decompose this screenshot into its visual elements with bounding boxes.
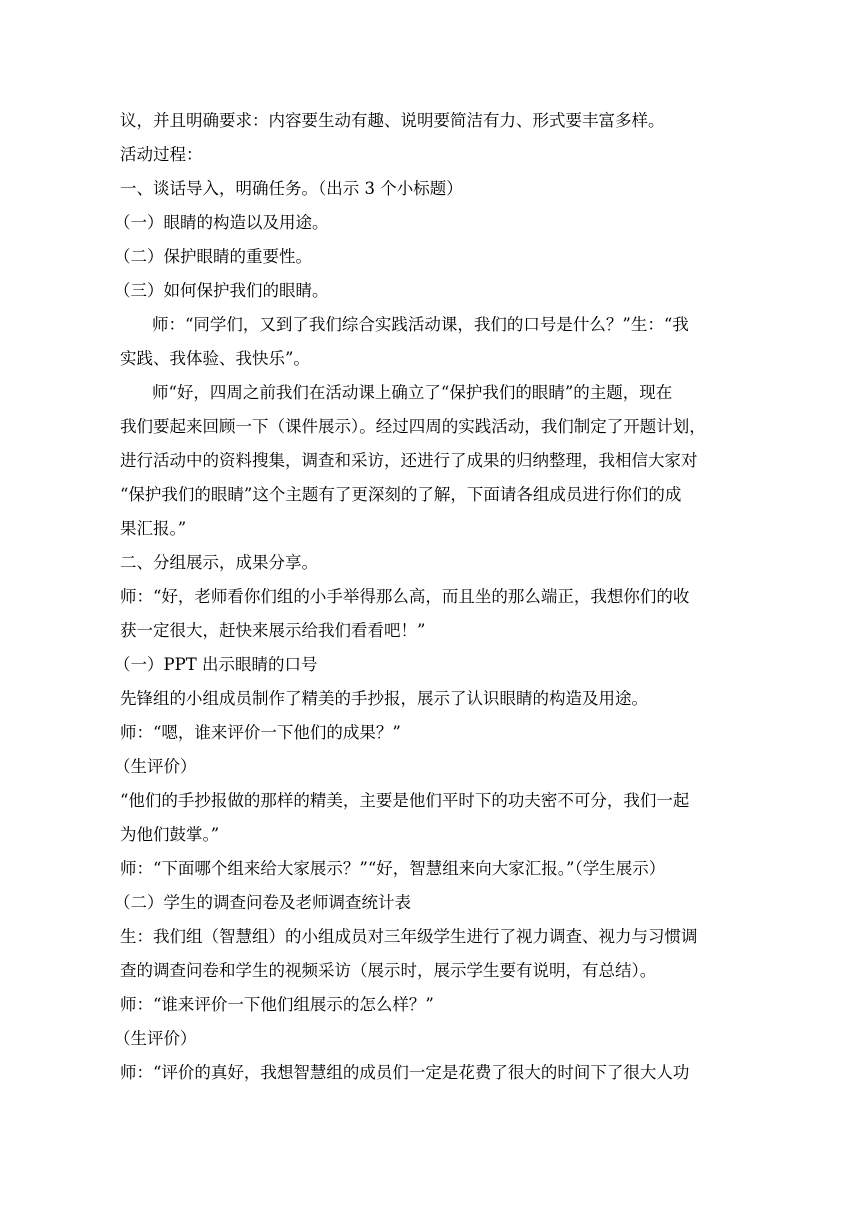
paragraph-line: “他们的手抄报做的那样的精美，主要是他们平时下的功夫密不可分，我们一起 xyxy=(120,791,690,810)
paragraph-line: （生评价） xyxy=(114,757,197,776)
paragraph-line: 议，并且明确要求：内容要生动有趣、说明要简洁有力、形式要丰富多样。 xyxy=(120,111,665,130)
subheading-item: （二）学生的调查问卷及老师调查统计表 xyxy=(114,893,411,912)
paragraph-line: 师：“下面哪个组来给大家展示？”“好，智慧组来向大家汇报。”（学生展示） xyxy=(120,859,666,878)
paragraph-line: 师：“谁来评价一下他们组展示的怎么样？” xyxy=(120,995,434,1014)
paragraph-line: 生：我们组（智慧组）的小组成员对三年级学生进行了视力调查、视力与习惯调 xyxy=(120,927,698,946)
paragraph-line: 先锋组的小组成员制作了精美的手抄报，展示了认识眼睛的构造及用途。 xyxy=(120,689,648,708)
section-heading-part-one: 一、谈话导入，明确任务。（出示 3 个小标题） xyxy=(120,179,463,198)
paragraph-line: 师：“好，老师看你们组的小手举得那么高，而且坐的那么端正，我想你们的收 xyxy=(120,587,690,606)
paragraph-line: 我们要起来回顾一下（课件展示）。经过四周的实践活动，我们制定了开题计划， xyxy=(120,417,706,436)
paragraph-line: 进行活动中的资料搜集，调查和采访，还进行了成果的归纳整理，我相信大家对 xyxy=(120,451,698,470)
paragraph-line: 获一定很大，赶快来展示给我们看看吧！” xyxy=(120,621,426,640)
paragraph-line: 实践、我体验、我快乐”。 xyxy=(120,349,310,368)
document-body xyxy=(114,104,740,1090)
subheading-item: （一）眼睛的构造以及用途。 xyxy=(114,213,329,232)
paragraph-line: 查的调查问卷和学生的视频采访（展示时，展示学生要有说明，有总结）。 xyxy=(120,961,657,980)
paragraph-line: 果汇报。” xyxy=(120,519,187,538)
paragraph-line: （生评价） xyxy=(114,1029,197,1048)
subheading-item: （二）保护眼睛的重要性。 xyxy=(114,247,312,266)
paragraph-line: 师：“同学们，又到了我们综合实践活动课，我们的口号是什么？”生：“我 xyxy=(152,315,689,334)
paragraph-line: 师：“评价的真好，我想智慧组的成员们一定是花费了很大的时间下了很大人功 xyxy=(120,1063,690,1082)
paragraph-line: 为他们鼓掌。” xyxy=(120,825,220,844)
paragraph-line: “保护我们的眼睛”这个主题有了更深刻的了解，下面请各组成员进行你们的成 xyxy=(120,485,682,504)
subheading-item: （一）PPT 出示眼睛的口号 xyxy=(114,655,318,674)
paragraph-line: 师“好，四周之前我们在活动课上确立了“保护我们的眼睛”的主题，现在 xyxy=(152,383,673,402)
section-heading-activity-process: 活动过程： xyxy=(120,145,203,164)
paragraph-line: 师：“嗯，谁来评价一下他们的成果？” xyxy=(120,723,401,742)
section-heading-part-two: 二、分组展示，成果分享。 xyxy=(120,553,318,572)
subheading-item: （三）如何保护我们的眼睛。 xyxy=(114,281,329,300)
